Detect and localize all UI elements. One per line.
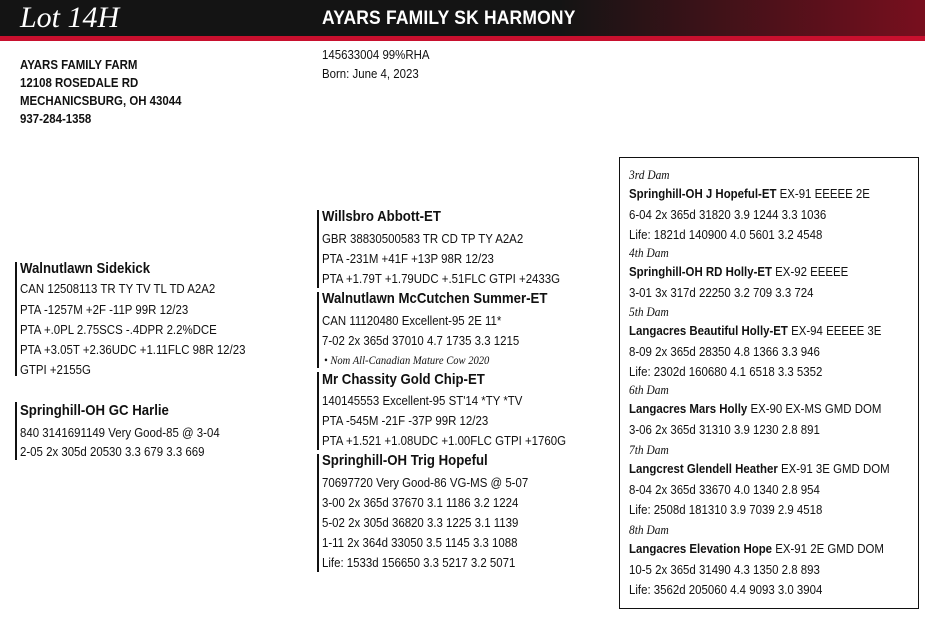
- sire-line: PTA -1257M +2F -11P 99R 12/23: [20, 302, 189, 317]
- header-gradient: [560, 0, 925, 36]
- ancestor-label: 4th Dam: [629, 245, 669, 260]
- ancestor-classification: EX-94 EEEEE 3E: [787, 323, 882, 338]
- sire-line: PTA +.0PL 2.75SCS -.4DPR 2.2%DCE: [20, 322, 217, 337]
- sires-dam-line: 7-02 2x 365d 37010 4.7 1735 3.3 1215: [322, 333, 520, 348]
- sd-bracket: [317, 292, 319, 368]
- dd-bracket: [317, 454, 319, 572]
- ancestor-record: Life: 2508d 181310 3.9 7039 2.9 4518: [629, 502, 823, 517]
- animal-title: AYARS FAMILY SK HARMONY: [322, 8, 576, 29]
- dams-dam-line: 1-11 2x 364d 33050 3.5 1145 3.3 1088: [322, 535, 518, 550]
- sire-line: PTA +3.05T +2.36UDC +1.11FLC 98R 12/23: [20, 342, 246, 357]
- ancestor-classification: EX-91 3E GMD DOM: [777, 461, 890, 476]
- ancestor-name: Langacres Beautiful Holly-ET: [629, 323, 788, 338]
- sire-line: CAN 12508113 TR TY TV TL TD A2A2: [20, 281, 216, 296]
- ancestor-label: 5th Dam: [629, 304, 669, 319]
- ancestor-heading: [629, 460, 890, 478]
- ancestor-record: 8-04 2x 365d 33670 4.0 1340 2.8 954: [629, 482, 820, 497]
- sires-sire-name: Willsbro Abbott-ET: [322, 208, 441, 225]
- dams-sire-name: Mr Chassity Gold Chip-ET: [322, 371, 485, 388]
- owner-address1: 12108 ROSEDALE RD: [20, 75, 139, 90]
- ancestor-name: Springhill-OH J Hopeful-ET: [629, 186, 777, 201]
- header-red-rule: [0, 36, 925, 41]
- ancestor-record: 10-5 2x 365d 31490 4.3 1350 2.8 893: [629, 562, 820, 577]
- ancestor-classification: EX-91 2E GMD DOM: [772, 541, 884, 556]
- owner-phone: 937-284-1358: [20, 111, 92, 126]
- sire-bracket: [15, 262, 17, 376]
- ds-bracket: [317, 372, 319, 450]
- ancestor-record: 3-06 2x 365d 31310 3.9 1230 2.8 891: [629, 422, 820, 437]
- ancestor-heading: [629, 540, 884, 558]
- dams-sire-line: PTA +1.521 +1.08UDC +1.00FLC GTPI +1760G: [322, 433, 566, 448]
- dam-bracket: [15, 402, 17, 460]
- ancestor-label: 6th Dam: [629, 382, 669, 397]
- dams-dam-line: 70697720 Very Good-86 VG-MS @ 5-07: [322, 475, 529, 490]
- ancestor-heading: [629, 400, 881, 418]
- ancestor-record: 8-09 2x 365d 28350 4.8 1366 3.3 946: [629, 344, 820, 359]
- dams-dam-line: Life: 1533d 156650 3.3 5217 3.2 5071: [322, 555, 516, 570]
- ancestor-label: 8th Dam: [629, 522, 669, 537]
- dam-line: 2-05 2x 305d 20530 3.3 679 3.3 669: [20, 444, 205, 459]
- sires-dam-note: • Nom All-Canadian Mature Cow 2020: [324, 353, 490, 367]
- ancestor-classification: EX-90 EX-MS GMD DOM: [747, 401, 882, 416]
- sires-dam-name: Walnutlawn McCutchen Summer-ET: [322, 290, 548, 307]
- ancestor-label: 3rd Dam: [629, 167, 670, 182]
- ancestor-name: Langacres Elevation Hope: [629, 541, 773, 556]
- ancestor-classification: EX-91 EEEEE 2E: [776, 186, 870, 201]
- ancestor-heading: [629, 322, 881, 340]
- sire-line: GTPI +2155G: [20, 362, 91, 377]
- owner-address2: MECHANICSBURG, OH 43044: [20, 93, 182, 108]
- dams-dam-line: 5-02 2x 305d 36820 3.3 1225 3.1 1139: [322, 515, 519, 530]
- ancestor-name: Langcrest Glendell Heather: [629, 461, 778, 476]
- dams-dam-line: 3-00 2x 365d 37670 3.1 1186 3.2 1224: [322, 495, 519, 510]
- ancestor-record: Life: 1821d 140900 4.0 5601 3.2 4548: [629, 227, 823, 242]
- birth-date: Born: June 4, 2023: [322, 66, 419, 81]
- ss-bracket: [317, 210, 319, 288]
- ancestor-record: Life: 3562d 205060 4.4 9093 3.0 3904: [629, 582, 823, 597]
- ancestor-record: 6-04 2x 365d 31820 3.9 1244 3.3 1036: [629, 207, 827, 222]
- ancestor-label: 7th Dam: [629, 442, 669, 457]
- ancestor-record: Life: 2302d 160680 4.1 6518 3.3 5352: [629, 364, 823, 379]
- ancestor-name: Langacres Mars Holly: [629, 401, 748, 416]
- sire-name: Walnutlawn Sidekick: [20, 260, 151, 277]
- dam-line: 840 3141691149 Very Good-85 @ 3-04: [20, 425, 220, 440]
- registration-number: 145633004 99%RHA: [322, 47, 430, 62]
- sires-sire-line: PTA -231M +41F +13P 98R 12/23: [322, 251, 494, 266]
- dam-name: Springhill-OH GC Harlie: [20, 402, 169, 419]
- dams-dam-name: Springhill-OH Trig Hopeful: [322, 452, 488, 469]
- sires-sire-line: PTA +1.79T +1.79UDC +.51FLC GTPI +2433G: [322, 271, 561, 286]
- lot-number: Lot 14H: [20, 1, 120, 34]
- owner-name: AYARS FAMILY FARM: [20, 57, 138, 72]
- ancestor-classification: EX-92 EEEEE: [772, 264, 849, 279]
- dams-sire-line: 140145553 Excellent-95 ST'14 *TY *TV: [322, 393, 523, 408]
- sires-dam-line: CAN 11120480 Excellent-95 2E 11*: [322, 313, 502, 328]
- ancestor-heading: [629, 185, 870, 203]
- ancestor-record: 3-01 3x 317d 22250 3.2 709 3.3 724: [629, 285, 814, 300]
- dams-sire-line: PTA -545M -21F -37P 99R 12/23: [322, 413, 489, 428]
- ancestor-name: Springhill-OH RD Holly-ET: [629, 264, 772, 279]
- sires-sire-line: GBR 38830500583 TR CD TP TY A2A2: [322, 231, 524, 246]
- ancestor-heading: [629, 263, 848, 281]
